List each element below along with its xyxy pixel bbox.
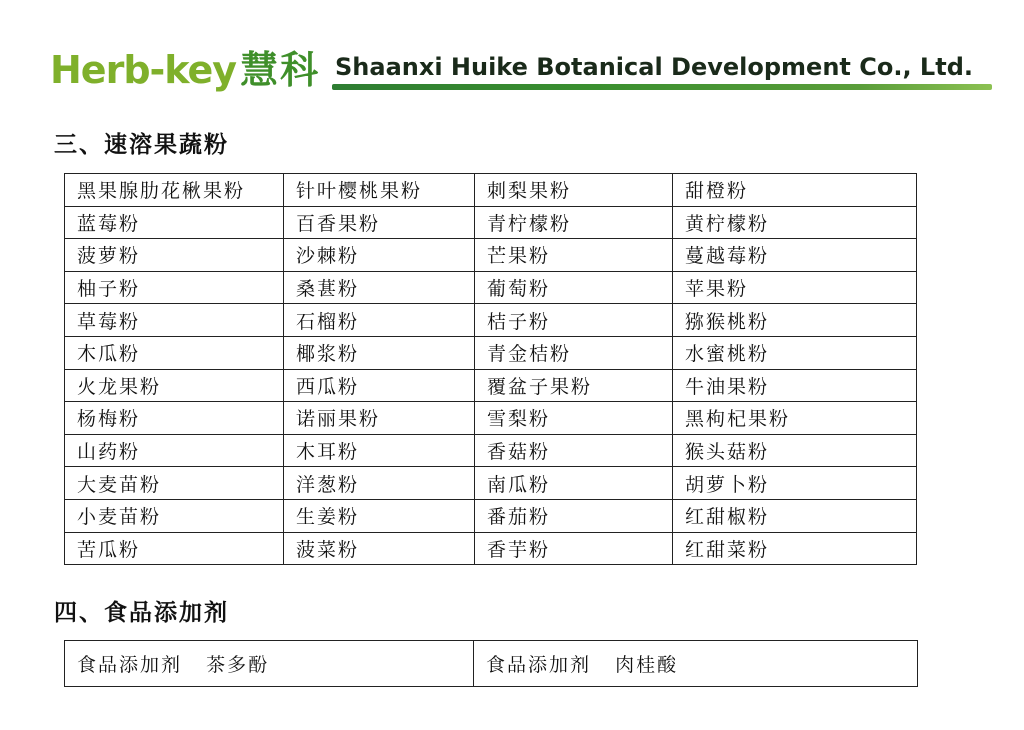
table-row xyxy=(65,402,917,435)
additive-cell: 食品添加剂 肉桂酸 xyxy=(474,641,918,687)
table-cell: 木耳粉 xyxy=(284,434,475,467)
table-cell: 小麦苗粉 xyxy=(65,499,284,532)
table-cell: 针叶樱桃果粉 xyxy=(284,174,475,207)
table-row xyxy=(65,239,917,272)
table-cell: 蔓越莓粉 xyxy=(673,239,917,272)
table-row xyxy=(65,369,917,402)
company-name: Shaanxi Huike Botanical Development Co., Ltd. xyxy=(335,53,973,81)
table-cell: 香芋粉 xyxy=(475,532,673,565)
table-cell: 芒果粉 xyxy=(475,239,673,272)
table-cell: 百香果粉 xyxy=(284,206,475,239)
table-cell: 木瓜粉 xyxy=(65,336,284,369)
section-title-food-additives: 四、食品添加剂 xyxy=(54,599,229,626)
table-cell: 胡萝卜粉 xyxy=(673,467,917,500)
table-cell: 杨梅粉 xyxy=(65,402,284,435)
table-row xyxy=(65,271,917,304)
table-cell: 桑葚粉 xyxy=(284,271,475,304)
table-cell: 猴头菇粉 xyxy=(673,434,917,467)
table-cell: 青柠檬粉 xyxy=(475,206,673,239)
table-cell: 草莓粉 xyxy=(65,304,284,337)
table-cell: 诺丽果粉 xyxy=(284,402,475,435)
table-cell: 番茄粉 xyxy=(475,499,673,532)
table-cell: 红甜椒粉 xyxy=(673,499,917,532)
table-cell: 石榴粉 xyxy=(284,304,475,337)
table-cell: 水蜜桃粉 xyxy=(673,336,917,369)
table-cell: 南瓜粉 xyxy=(475,467,673,500)
header-rule xyxy=(332,84,992,90)
logo-latin-text: Herb-key xyxy=(50,48,237,92)
table-cell: 黑枸杞果粉 xyxy=(673,402,917,435)
table-row xyxy=(65,174,917,207)
page-header xyxy=(50,46,990,96)
table-cell: 椰浆粉 xyxy=(284,336,475,369)
table-cell: 柚子粉 xyxy=(65,271,284,304)
table-row xyxy=(65,336,917,369)
table-cell: 蓝莓粉 xyxy=(65,206,284,239)
table-cell: 牛油果粉 xyxy=(673,369,917,402)
table-cell: 洋葱粉 xyxy=(284,467,475,500)
table-cell: 大麦苗粉 xyxy=(65,467,284,500)
logo-cjk-text: 慧科 xyxy=(240,48,321,92)
table-row xyxy=(65,532,917,565)
instant-powder-table xyxy=(64,173,917,565)
table-row xyxy=(65,467,917,500)
table-cell: 火龙果粉 xyxy=(65,369,284,402)
table-cell: 桔子粉 xyxy=(475,304,673,337)
additive-cell: 食品添加剂 茶多酚 xyxy=(65,641,474,687)
table-row xyxy=(65,641,918,687)
table-cell: 黄柠檬粉 xyxy=(673,206,917,239)
section-title-instant-powders: 三、速溶果蔬粉 xyxy=(54,131,229,158)
table-cell: 猕猴桃粉 xyxy=(673,304,917,337)
instant-powder-table-body xyxy=(65,174,917,565)
table-cell: 青金桔粉 xyxy=(475,336,673,369)
table-cell: 香菇粉 xyxy=(475,434,673,467)
brand-logo xyxy=(50,48,320,92)
table-cell: 葡萄粉 xyxy=(475,271,673,304)
table-row xyxy=(65,304,917,337)
table-cell: 菠菜粉 xyxy=(284,532,475,565)
table-row xyxy=(65,206,917,239)
table-cell: 苹果粉 xyxy=(673,271,917,304)
table-cell: 覆盆子果粉 xyxy=(475,369,673,402)
table-row xyxy=(65,499,917,532)
table-cell: 菠萝粉 xyxy=(65,239,284,272)
table-cell: 苦瓜粉 xyxy=(65,532,284,565)
table-cell: 西瓜粉 xyxy=(284,369,475,402)
table-cell: 山药粉 xyxy=(65,434,284,467)
table-cell: 甜橙粉 xyxy=(673,174,917,207)
table-cell: 刺梨果粉 xyxy=(475,174,673,207)
food-additive-table xyxy=(64,640,918,687)
table-cell: 沙棘粉 xyxy=(284,239,475,272)
table-cell: 黑果腺肋花楸果粉 xyxy=(65,174,284,207)
table-row xyxy=(65,434,917,467)
table-cell: 雪梨粉 xyxy=(475,402,673,435)
table-cell: 红甜菜粉 xyxy=(673,532,917,565)
table-cell: 生姜粉 xyxy=(284,499,475,532)
